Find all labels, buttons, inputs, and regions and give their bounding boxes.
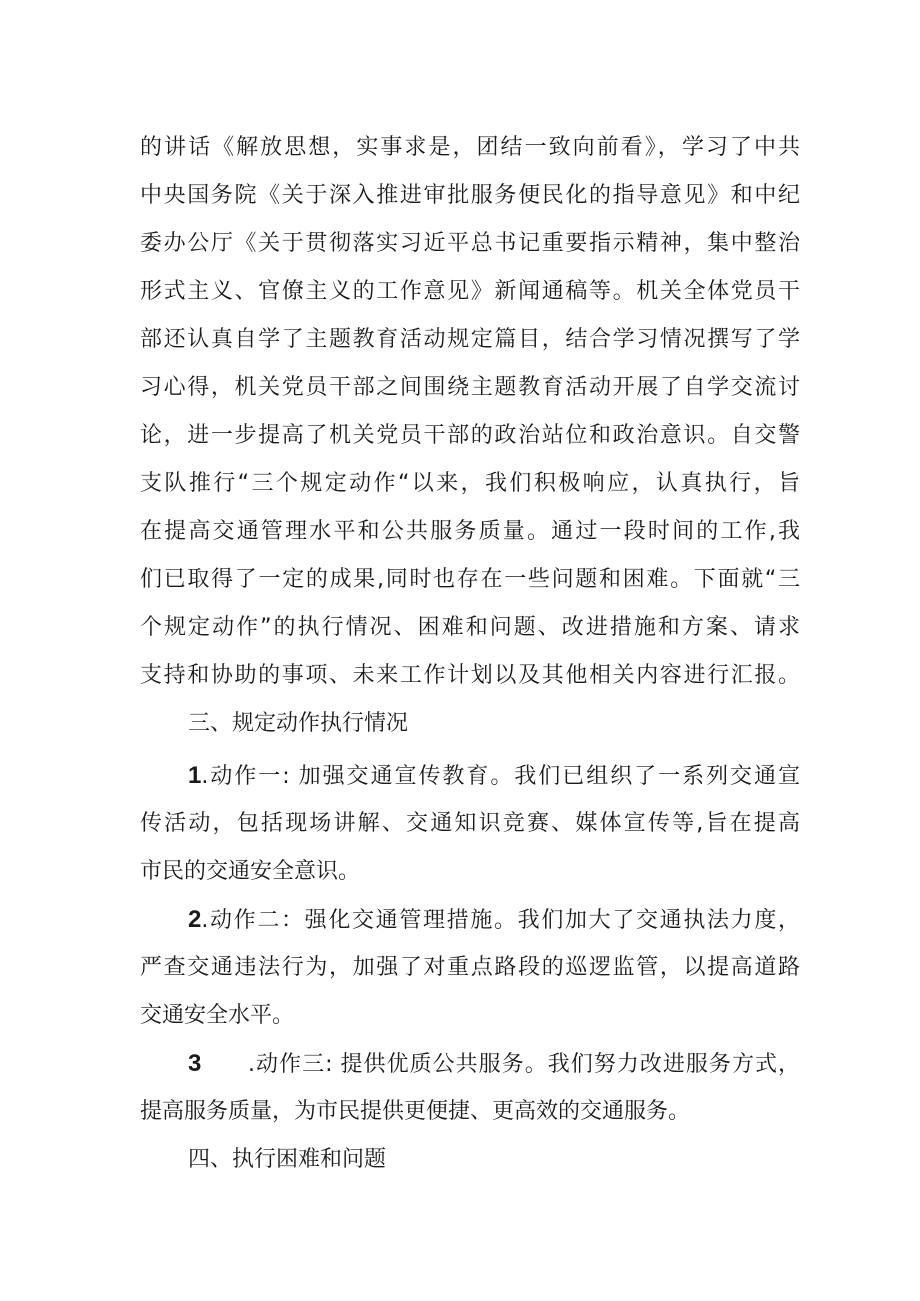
paragraph-line: 论，进一步提高了机关党员干部的政治站位和政治意识。自交警	[140, 423, 800, 448]
item-text: .动作三: 提供优质公共服务。我们努力改进服务方式，	[248, 1052, 800, 1077]
section-heading: 三、规定动作执行情况	[188, 711, 409, 736]
item-number: 3	[188, 1050, 202, 1077]
list-item-first-line	[188, 761, 800, 792]
paragraph-line: 在提高交通管理水平和公共服务质量。通过一段时间的工作,我	[140, 519, 800, 544]
paragraph-line: 交通安全水平。	[140, 1003, 295, 1028]
section-heading: 四、执行困难和问题	[188, 1147, 387, 1172]
item-number: 1	[188, 762, 202, 789]
paragraph-line: 部还认真自学了主题教育活动规定篇目，结合学习情况撰写了学	[140, 327, 800, 352]
list-item-first-line	[188, 905, 800, 936]
paragraph-line: 市民的交通安全意识。	[140, 859, 361, 884]
paragraph-line: 严查交通违法行为，加强了对重点路段的巡逻监管，以提高道路	[140, 955, 800, 980]
paragraph-line: 们已取得了一定的成果,同时也存在一些问题和困难。下面就“三	[140, 567, 800, 592]
item-number: 2	[188, 906, 202, 933]
paragraph-line: 提高服务质量，为市民提供更便捷、更高效的交通服务。	[140, 1099, 691, 1124]
item-text: .动作二：强化交通管理措施。我们加大了交通执法力度，	[201, 908, 800, 933]
paragraph-line: 委办公厅《关于贯彻落实习近平总书记重要指示精神，集中整治	[140, 231, 800, 256]
paragraph-line: 传活动，包括现场讲解、交通知识竞赛、媒体宣传等,旨在提高	[140, 811, 800, 836]
paragraph-line: 支持和协助的事项、未来工作计划以及其他相关内容进行汇报。	[140, 663, 800, 688]
item-text: .动作一: 加强交通宣传教育。我们已组织了一系列交通宣	[201, 764, 800, 789]
paragraph-line: 形式主义、官僚主义的工作意见》新闻通稿等。机关全体党员干	[140, 279, 800, 304]
paragraph-line: 个规定动作”的执行情况、困难和问题、改进措施和方案、请求	[140, 615, 800, 640]
paragraph-line: 的讲话《解放思想，实事求是，团结一致向前看》，学习了中共	[140, 135, 800, 160]
paragraph-line: 习心得，机关党员干部之间围绕主题教育活动开展了自学交流讨	[140, 375, 800, 400]
paragraph-line: 中央国务院《关于深入推进审批服务便民化的指导意见》和中纪	[140, 183, 800, 208]
paragraph-line: 支队推行“三个规定动作“以来，我们积极响应，认真执行，旨	[140, 471, 800, 496]
list-item-first-line	[188, 1049, 800, 1080]
